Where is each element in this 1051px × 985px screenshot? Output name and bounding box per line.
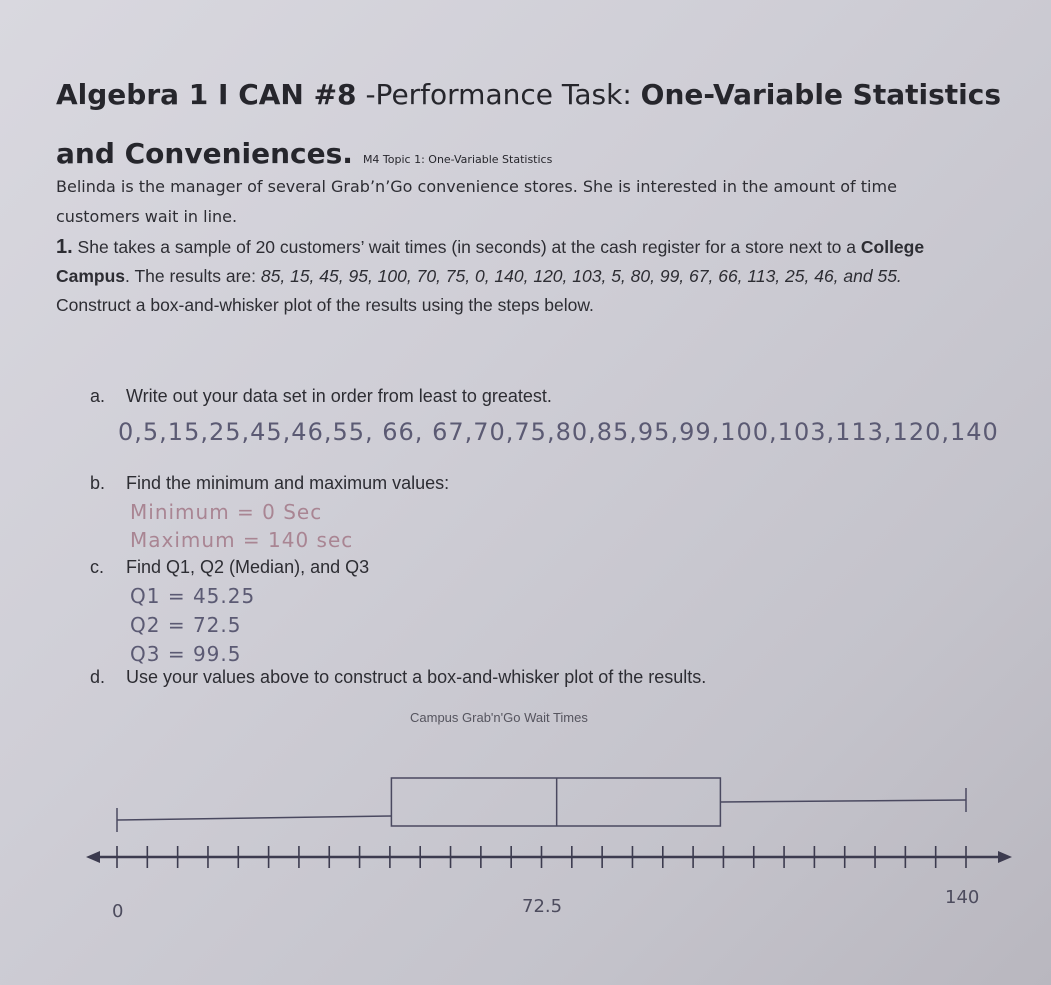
part-b: b. Find the minimum and maximum values: xyxy=(90,473,450,493)
axis-arrow-left xyxy=(86,851,100,863)
iqr-box xyxy=(391,778,720,826)
worksheet-title: Algebra 1 I CAN #8 -Performance Task: One-Variable Statistics xyxy=(56,78,1002,111)
axis-label-max: 140 xyxy=(945,887,980,908)
answer-q2: Q2 = 72.5 xyxy=(130,613,242,637)
part-c: c. Find Q1, Q2 (Median), and Q3 xyxy=(90,557,370,577)
part-a: a. Write out your data set in order from least to greatest. xyxy=(90,386,552,406)
topic-label: M4 Topic 1: One-Variable Statistics xyxy=(362,153,553,166)
part-d: d. Use your values above to construct a box-and-whisker plot of the results. xyxy=(90,667,707,687)
worksheet-title-line2: and Conveniences. M4 Topic 1: One-Variable Statistics xyxy=(56,137,553,170)
answer-maximum: Maximum = 140 sec xyxy=(130,528,354,552)
whisker-left xyxy=(117,816,391,820)
intro-paragraph: Belinda is the manager of several Grab’n’Go convenience stores. She is interested in the amount of time customers wait in line. xyxy=(56,177,897,226)
answer-sorted-data: 0,5,15,25,45,46,55, 66, 67,70,75,80,85,95,99,100,103,113,120,140 xyxy=(118,418,999,446)
whisker-right xyxy=(720,800,966,802)
plot-title: Campus Grab'n'Go Wait Times xyxy=(410,710,588,725)
answer-q1: Q1 = 45.25 xyxy=(130,584,256,608)
answer-q3: Q3 = 99.5 xyxy=(130,642,242,666)
axis-arrow-right xyxy=(998,851,1012,863)
answer-minimum: Minimum = 0 Sec xyxy=(130,500,323,524)
axis-label-median: 72.5 xyxy=(522,896,563,917)
question-1: 1. She takes a sample of 20 customers’ wait times (in seconds) at the cash register for a store next to a College Campus. The results are: 85, 15, 45, 95, 100, 70, 75, 0, 140, 120, 103, 5, 80, 99, 67, 66, 113, 25, 46, and 55. Construct a box-and-whisker plot of the results using the steps below. xyxy=(56,236,925,315)
axis-label-min: 0 xyxy=(112,901,124,922)
